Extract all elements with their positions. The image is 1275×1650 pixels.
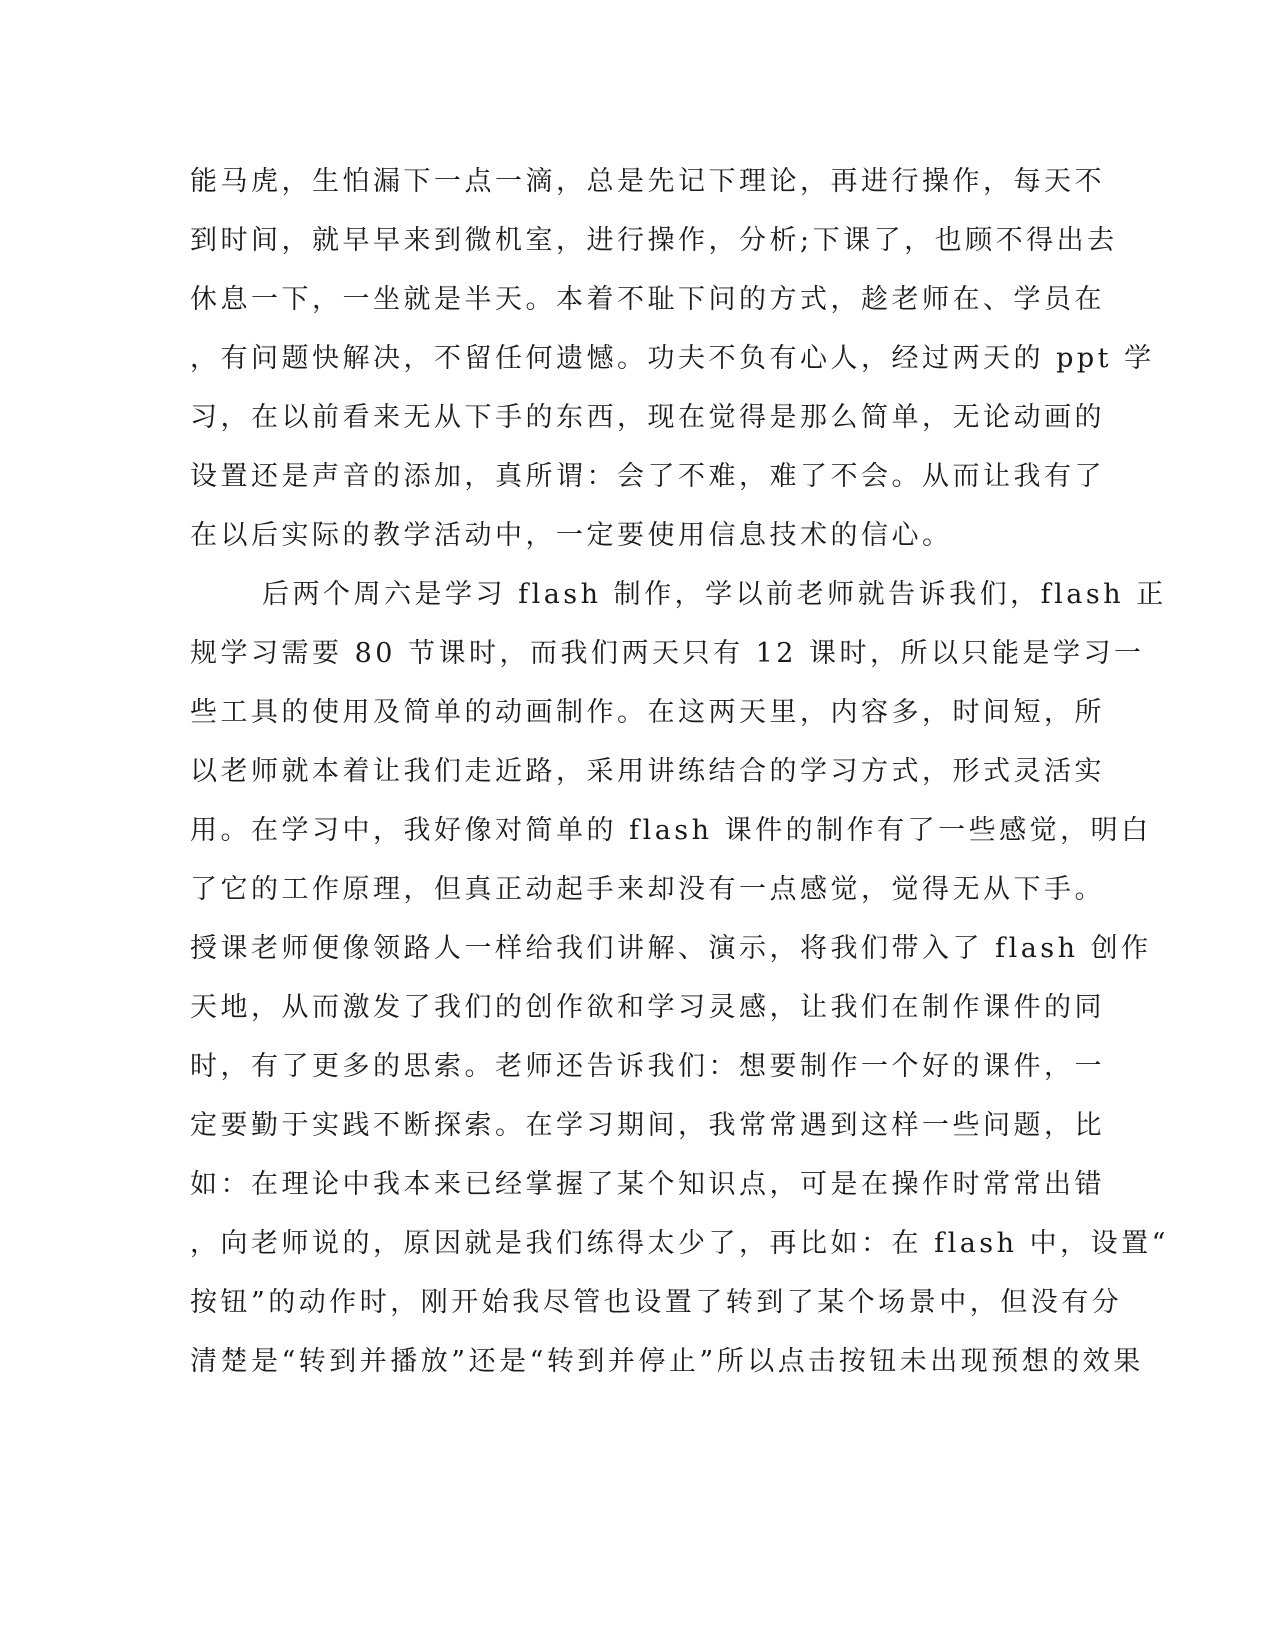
paragraph-line: 了它的工作原理，但真正动起手来却没有一点感觉，觉得无从下手。 xyxy=(190,874,1105,905)
paragraph-line: 到时间，就早早来到微机室，进行操作，分析;下课了，也顾不得出去 xyxy=(190,225,1118,256)
paragraph-line: 习，在以前看来无从下手的东西，现在觉得是那么简单，无论动画的 xyxy=(190,402,1105,433)
paragraph-line: 按钮”的动作时，刚开始我尽管也设置了转到了某个场景中，但没有分 xyxy=(190,1287,1123,1318)
paragraph-line: 如：在理论中我本来已经掌握了某个知识点，可是在操作时常常出错 xyxy=(190,1169,1105,1200)
paragraph-line: 能马虎，生怕漏下一点一滴，总是先记下理论，再进行操作，每天不 xyxy=(190,166,1105,197)
paragraph-line: 休息一下，一坐就是半天。本着不耻下问的方式，趁老师在、学员在 xyxy=(190,284,1105,315)
paragraph-line: 以老师就本着让我们走近路，采用讲练结合的学习方式，形式灵活实 xyxy=(190,756,1105,787)
paragraph-line: 后两个周六是学习 flash 制作，学以前老师就告诉我们，flash 正 xyxy=(262,579,1167,610)
paragraph-line: 些工具的使用及简单的动画制作。在这两天里，内容多，时间短，所 xyxy=(190,697,1105,728)
paragraph-line: 定要勤于实践不断探索。在学习期间，我常常遇到这样一些问题，比 xyxy=(190,1110,1105,1141)
paragraph-line: 规学习需要 80 节课时，而我们两天只有 12 课时，所以只能是学习一 xyxy=(190,638,1145,669)
paragraph-line: 在以后实际的教学活动中，一定要使用信息技术的信心。 xyxy=(190,520,953,551)
paragraph-line: 用。在学习中，我好像对简单的 flash 课件的制作有了一些感觉，明白 xyxy=(190,815,1152,846)
paragraph-line: 天地，从而激发了我们的创作欲和学习灵感，让我们在制作课件的同 xyxy=(190,992,1105,1023)
paragraph-line: ，向老师说的，原因就是我们练得太少了，再比如：在 flash 中，设置“ xyxy=(190,1228,1169,1259)
paragraph-line: 清楚是“转到并播放”还是“转到并停止”所以点击按钮未出现预想的效果 xyxy=(190,1346,1144,1377)
paragraph-line: 时，有了更多的思索。老师还告诉我们：想要制作一个好的课件，一 xyxy=(190,1051,1105,1082)
paragraph-line: 设置还是声音的添加，真所谓：会了不难，难了不会。从而让我有了 xyxy=(190,461,1105,492)
paragraph-line: ，有问题快解决，不留任何遗憾。功夫不负有心人，经过两天的 ppt 学 xyxy=(190,343,1155,374)
paragraph-line: 授课老师便像领路人一样给我们讲解、演示，将我们带入了 flash 创作 xyxy=(190,933,1152,964)
